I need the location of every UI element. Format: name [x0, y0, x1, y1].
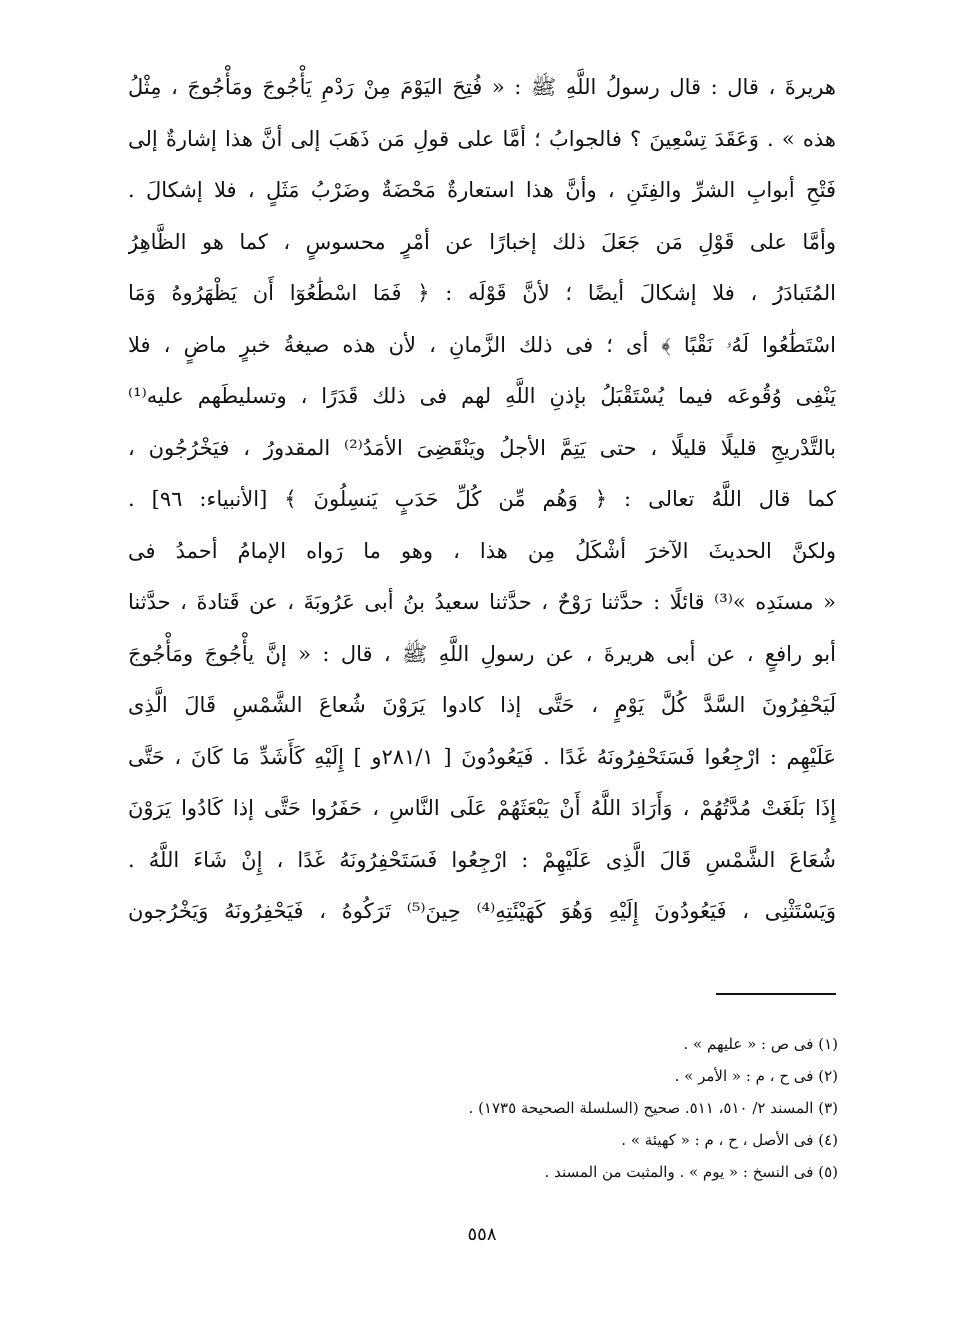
main-text [128, 62, 836, 938]
text-line: المُتَبادَرُ ، فلا إشكالَ أيضًا ؛ لأنَّ قَوْلَه : ﴿ فَمَا اسْطَٰعُوٓا أَن يَظْهَرُوهُ وَمَا [128, 281, 836, 305]
text-line: وأمَّا على قَوْلِ مَن جَعَلَ ذلك إخبارًا عن أمْرٍ محسوسٍ ، كما هو الظَّاهِرُ [128, 229, 836, 254]
footnote: (٣) المسند ٢/ ٥١٠، ٥١١. صحيح (السلسلة الصحيحة ١٧٣٥) . [468, 1099, 838, 1117]
text-line: أبو رافعٍ ، عن أبى هريرةَ ، عن رسولِ اللَّهِ ﷺ ، قال : « إنَّ يأْجُوجَ ومَأْجُوجَ [128, 641, 836, 666]
text-line: وَيَسْتَثْنِى ، فَيَعُودُونَ إِلَيْهِ وَهُوَ كَهَيْئَتِهِ⁽⁴⁾ حِينَ⁽⁵⁾ تَرَكُوهُ ، فَيَحْفِرُونَهُ وَيَخْرُجون [128, 899, 836, 923]
text-line: « مسنَدِه »⁽³⁾ قائلًا : حدَّثنا رَوْحٌ ، حدَّثنا سعيدُ بنُ أبى عَرُوبَةَ ، عن قَتادةَ ، حدَّثنا [128, 590, 836, 614]
footnote-separator [716, 993, 836, 995]
text-line: اسْتَطَٰعُوا لَهُۥ نَقْبًا ﴾ أى ؛ فى ذلك الزَّمانِ ، لأن هذه صيغةُ خبرٍ ماضٍ ، فلا [128, 332, 836, 357]
footnote: (٥) فى النسخ : « يوم » . والمثبت من المسند . [544, 1163, 838, 1181]
footnotes [300, 1028, 838, 1188]
text-line: شُعَاعَ الشَّمْسِ قَالَ الَّذِى عَلَيْهِمْ : ارْجِعُوا فَسَتَحْفِرُونَهُ غَدًا ، إِنْ شَاءَ اللَّهُ . [128, 847, 836, 872]
text-line: يَنْفِى وُقُوعَه فيما يُسْتَقْبَلُ بإذنِ اللَّهِ لهم فى ذلك قَدَرًا ، وتسليطَهم عليه⁽¹⁾ [128, 384, 836, 408]
text-line: ولكنَّ الحديثَ الآخرَ أشْكَلُ مِن هذا ، وهو ما رَواه الإمامُ أحمدُ فى [128, 538, 836, 563]
text-line: لَيَحْفِرُونَ السَّدَّ كُلَّ يَوْمٍ ، حَتَّى إذا كادوا يَرَوْنَ شُعاعَ الشَّمْسِ قَالَ الَّذِى [128, 693, 836, 717]
footnote: (٢) فى ح ، م : « الأمر » . [674, 1067, 838, 1085]
text-line: عَلَيْهِم : ارْجِعُوا فَسَتَحْفِرُونَهُ غَدًا . فَيَعُودُونَ [ ٢٨١/١و ] إِلَيْهِ كَأَشَدِّ مَا كَانَ ، حَتَّى [128, 744, 836, 769]
footnote: (١) فى ص : « عليهم » . [683, 1035, 838, 1053]
text-line: إِذَا بَلَغَتْ مُدَّتُهُمْ ، وَأَرَادَ اللَّهُ أَنْ يَبْعَثَهُمْ عَلَى النَّاسِ ، حَفَرُوا حَتَّى إذا كَادُوا يَرَوْنَ [128, 796, 836, 820]
footnote: (٤) فى الأصل ، ح ، م : « كهيئة » . [621, 1131, 838, 1149]
text-line: هريرةَ ، قال : قال رسولُ اللَّهِ ﷺ : « فُتِحَ اليَوْمَ مِنْ رَدْمِ يَأْجُوجَ ومَأْجُوجَ ، مِثْلُ [128, 75, 836, 99]
text-line: هذه » . وَعَقَدَ تِسْعِينَ ؟ فالجوابُ ؛ أمَّا على قولِ مَن ذَهَبَ إلى أنَّ هذا إشارةٌ إلى [128, 126, 836, 151]
page-number: ٥٥٨ [467, 1224, 497, 1245]
text-line: كما قال اللَّهُ تعالى : ﴿ وَهُم مِّن كُلِّ حَدَبٍ يَنسِلُونَ ﴾ [الأنبياء: ٩٦] . [128, 487, 836, 511]
text-line: بالتَّدْريجِ قليلًا قليلًا ، حتى يَتِمَّ الأجلُ ويَنْقَضِىَ الأمَدُ⁽²⁾ المقدورُ ، فيَخْرُجُون ، [128, 435, 836, 460]
text-line: فَتْحِ أبوابِ الشرِّ والفِتَنِ ، وأنَّ هذا استعارةٌ مَحْضَةٌ وضَرْبُ مَثَلٍ ، فلا إشكالَ . [128, 178, 836, 202]
